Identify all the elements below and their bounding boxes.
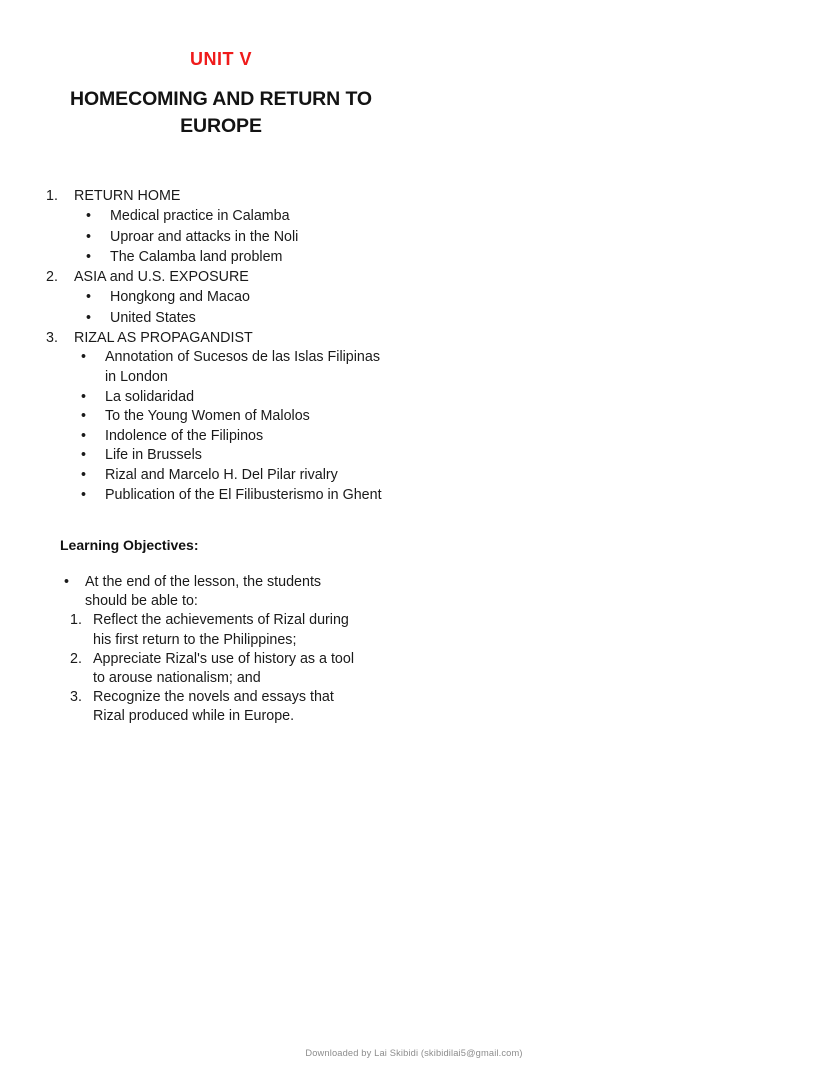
objective-number: 3. bbox=[70, 689, 82, 706]
learning-objective-item bbox=[0, 650, 828, 688]
objective-text: Appreciate Rizal's use of history as a tool to arouse nationalism; and bbox=[93, 650, 354, 687]
outline-bullet bbox=[0, 206, 828, 226]
outline-bullet bbox=[0, 407, 828, 427]
objective-number: 1. bbox=[70, 612, 82, 629]
bullet-icon: • bbox=[81, 447, 87, 464]
bullet-text: United States bbox=[110, 309, 196, 326]
outline-bullet bbox=[0, 486, 828, 506]
download-watermark: Downloaded by Lai Skibidi (skibidilai5@gmail.com) bbox=[305, 1048, 523, 1058]
outline-number: 2. bbox=[46, 269, 58, 286]
bullet-icon: • bbox=[81, 388, 87, 405]
learning-objectives-section bbox=[0, 536, 828, 727]
outline-bullet bbox=[0, 388, 828, 408]
bullet-icon: • bbox=[81, 349, 87, 366]
outline-number: 3. bbox=[46, 330, 58, 347]
bullet-icon: • bbox=[86, 228, 92, 245]
outline-section-3 bbox=[0, 328, 828, 348]
outline-number: 1. bbox=[46, 188, 58, 204]
outline-bullet bbox=[0, 287, 828, 307]
unit-label: UNIT V bbox=[189, 49, 252, 69]
bullet-text: Uproar and attacks in the Noli bbox=[110, 228, 299, 245]
bullet-text: Rizal and Marcelo H. Del Pilar rivalry bbox=[105, 466, 338, 483]
bullet-text: The Calamba land problem bbox=[110, 248, 283, 265]
objective-number: 2. bbox=[70, 650, 82, 667]
learning-objective-item bbox=[0, 688, 828, 726]
objective-text: Recognize the novels and essays that Rizal produced while in Europe. bbox=[93, 689, 334, 725]
bullet-icon: • bbox=[81, 427, 87, 444]
outline-label: ASIA and U.S. EXPOSURE bbox=[74, 269, 249, 286]
bullet-icon: • bbox=[81, 466, 87, 483]
learning-objectives-title: Learning Objectives: bbox=[60, 537, 199, 553]
learning-objectives-intro bbox=[0, 573, 828, 611]
learning-objective-item bbox=[0, 611, 828, 649]
bullet-text: Life in Brussels bbox=[105, 447, 202, 464]
outline-bullet bbox=[0, 466, 828, 486]
bullet-icon: • bbox=[86, 289, 92, 306]
bullet-text: Hongkong and Macao bbox=[110, 289, 250, 306]
outline-bullet bbox=[0, 427, 828, 447]
bullet-icon: • bbox=[86, 208, 92, 225]
outline-list bbox=[0, 186, 828, 505]
bullet-text: La solidaridad bbox=[105, 388, 195, 405]
bullet-icon: • bbox=[81, 408, 87, 425]
intro-text: At the end of the lesson, the students should be able to: bbox=[85, 574, 322, 610]
bullet-text: Publication of the El Filibusterismo in Ghent bbox=[105, 486, 382, 503]
bullet-icon: • bbox=[64, 574, 70, 590]
bullet-text: Annotation of Sucesos de las Islas Filipinas in London bbox=[105, 349, 380, 385]
bullet-text: Indolence of the Filipinos bbox=[105, 427, 264, 444]
bullet-icon: • bbox=[86, 248, 92, 265]
outline-label: RETURN HOME bbox=[74, 188, 181, 204]
title-block bbox=[58, 48, 384, 140]
outline-bullet bbox=[0, 227, 828, 247]
outline-section-2 bbox=[0, 267, 828, 287]
objective-text: Reflect the achievements of Rizal during his first return to the Philippines; bbox=[93, 612, 349, 648]
outline-bullet bbox=[0, 348, 828, 387]
outline-section-1 bbox=[0, 186, 828, 206]
bullet-icon: • bbox=[81, 486, 87, 503]
bullet-text: Medical practice in Calamba bbox=[110, 208, 290, 225]
bullet-text: To the Young Women of Malolos bbox=[105, 408, 310, 425]
outline-label: RIZAL AS PROPAGANDIST bbox=[74, 330, 253, 347]
outline-bullet bbox=[0, 247, 828, 267]
outline-bullet bbox=[0, 446, 828, 466]
outline-bullet bbox=[0, 308, 828, 328]
bullet-icon: • bbox=[86, 309, 92, 326]
page-title: HOMECOMING AND RETURN TO EUROPE bbox=[69, 88, 372, 137]
